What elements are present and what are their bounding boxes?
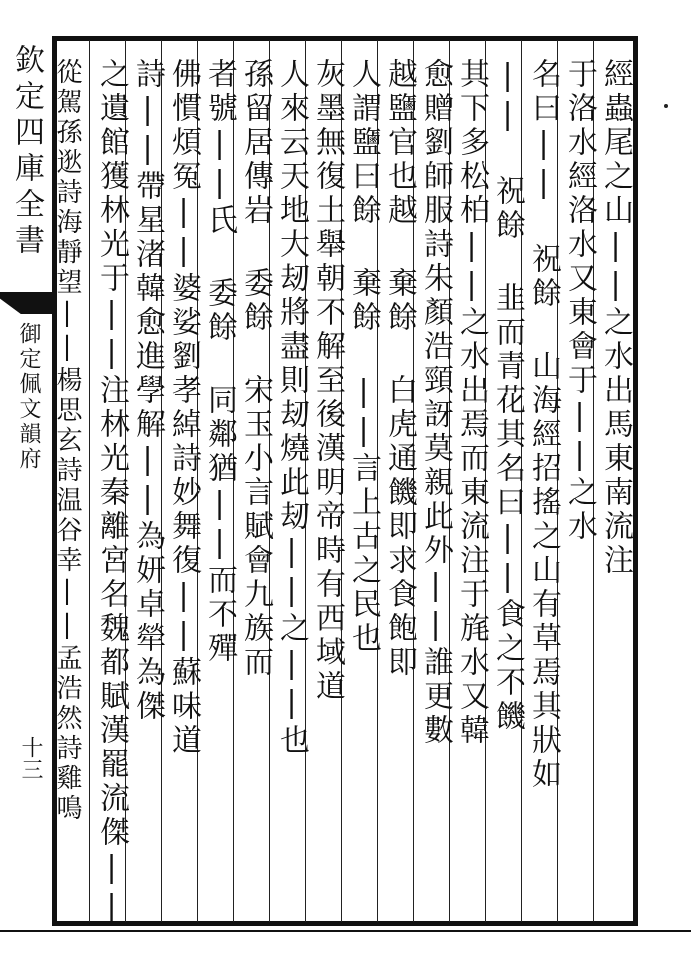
- text-column-5: 其下多松柏||之水出焉而東流注于旄水又韓: [454, 58, 489, 748]
- margin-page-number: 十三: [18, 736, 43, 780]
- text-column-1: 經蟲尾之山||之水出馬東南流注: [598, 58, 633, 578]
- ink-dot: [664, 104, 668, 108]
- text-column-6: 愈贈劉師服詩朱顏浩頸訝莫親此外||誰更數: [418, 58, 453, 748]
- text-column-8: 人謂鹽曰餘 棄餘 ||言上古之民也: [346, 58, 381, 656]
- text-column-15: 之遺館獲林光于||注林光秦離宮名魏都賦漢罷流傑||: [94, 58, 129, 928]
- text-column-13: 佛慣煩冤||婆娑劉孝綽詩妙舞復||蘇味道: [166, 58, 201, 758]
- margin-title: 欽定四庫全書: [9, 44, 44, 260]
- text-column-10: 人來云天地大刼將盡則刼燒此刼||之||也: [274, 58, 309, 758]
- text-column-2: 于洛水經洛水又東會于||之水: [562, 58, 597, 544]
- text-column-4: || 祝餘 韭而青花其名曰||食之不饑: [490, 58, 525, 734]
- text-column-3: 名曰|| 祝餘 山海經招搖之山有草焉其狀如: [526, 58, 561, 792]
- text-column-11: 孫留居傳岩 委餘 宋玉小言賦會九族而: [238, 58, 273, 680]
- margin-book-title: 御定佩文韻府: [16, 322, 41, 472]
- bottom-rule: [0, 930, 691, 932]
- text-column-12: 者號||氏 委餘 同鄰猶||而不殫: [202, 58, 237, 666]
- text-column-16: 從駕孫逖詩海靜望||楊思玄詩温谷幸||孟浩然詩雞鳴: [52, 58, 82, 824]
- text-column-7: 越鹽官也越 棄餘 白虎通饑即求食飽即: [382, 58, 417, 680]
- text-column-9: 灰墨無復土舉朝不解至後漢明帝時有西域道: [310, 58, 345, 704]
- text-column-14: 詩||帶星渚韓愈進學解||為妍卓犖為傑: [130, 58, 165, 724]
